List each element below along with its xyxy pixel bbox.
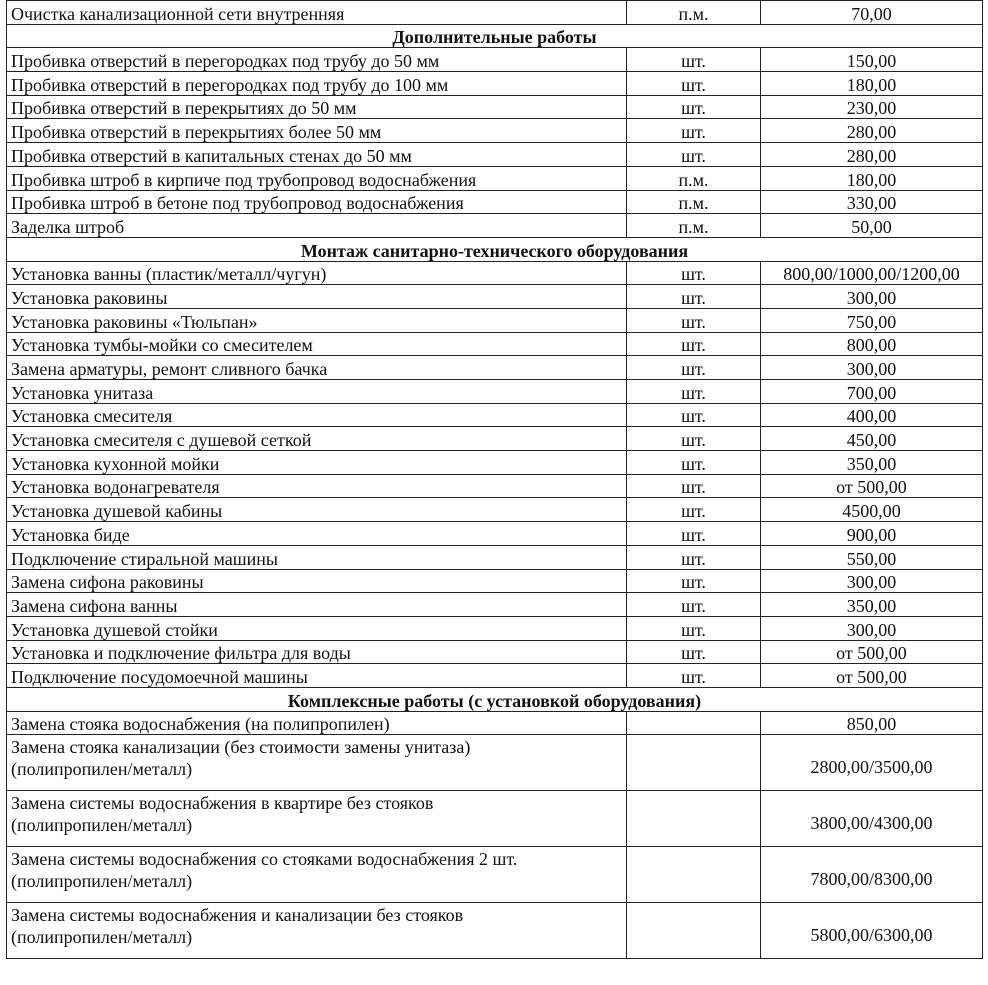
price-value: от 500,00 (761, 474, 983, 498)
table-row (7, 119, 983, 143)
section-title: Монтаж санитарно-технического оборудования (7, 237, 983, 261)
unit-of-measure (627, 711, 761, 735)
price-table (6, 0, 983, 959)
price-value: 3800,00/4300,00 (761, 791, 983, 847)
unit-of-measure: шт. (627, 285, 761, 309)
unit-of-measure: шт. (627, 95, 761, 119)
price-value: 550,00 (761, 545, 983, 569)
table-row (7, 903, 983, 959)
unit-of-measure (627, 791, 761, 847)
service-name-line: Замена стояка канализации (без стоимости замены унитаза) (11, 737, 471, 758)
service-name (7, 903, 627, 959)
price-value: 900,00 (761, 522, 983, 546)
table-row (7, 356, 983, 380)
service-name: Установка смесителя с душевой сеткой (7, 427, 627, 451)
unit-of-measure: шт. (627, 308, 761, 332)
unit-of-measure (627, 903, 761, 959)
unit-of-measure: п.м. (627, 166, 761, 190)
price-value: 5800,00/6300,00 (761, 903, 983, 959)
service-name: Установка биде (7, 522, 627, 546)
service-name-line: Замена системы водоснабжения и канализации без стояков (11, 905, 464, 926)
price-value: 7800,00/8300,00 (761, 847, 983, 903)
service-name-line: (полипропилен/металл) (11, 871, 193, 892)
price-value: 300,00 (761, 285, 983, 309)
service-name (7, 735, 627, 791)
unit-of-measure: шт. (627, 664, 761, 688)
unit-of-measure: п.м. (627, 214, 761, 238)
unit-of-measure: шт. (627, 403, 761, 427)
price-value: 800,00 (761, 332, 983, 356)
table-row (7, 214, 983, 238)
service-name: Установка раковины (7, 285, 627, 309)
unit-of-measure: шт. (627, 48, 761, 72)
table-row (7, 95, 983, 119)
price-value: 350,00 (761, 593, 983, 617)
table-row (7, 593, 983, 617)
table-row (7, 332, 983, 356)
service-name: Установка водонагревателя (7, 474, 627, 498)
service-name: Установка унитаза (7, 380, 627, 404)
unit-of-measure: шт. (627, 498, 761, 522)
service-name: Пробивка штроб в бетоне под трубопровод водоснабжения (7, 190, 627, 214)
price-value: 300,00 (761, 356, 983, 380)
service-name: Установка душевой стойки (7, 616, 627, 640)
table-row (7, 143, 983, 167)
unit-of-measure: шт. (627, 474, 761, 498)
service-name: Пробивка штроб в кирпиче под трубопровод водоснабжения (7, 166, 627, 190)
service-name: Установка кухонной мойки (7, 451, 627, 475)
unit-of-measure: шт. (627, 545, 761, 569)
price-value: 70,00 (761, 1, 983, 25)
price-table-body (7, 1, 983, 959)
section-header (7, 237, 983, 261)
table-row (7, 48, 983, 72)
price-value: 850,00 (761, 711, 983, 735)
price-value: 350,00 (761, 451, 983, 475)
table-row (7, 451, 983, 475)
price-list-sheet (6, 0, 982, 959)
price-value: 2800,00/3500,00 (761, 735, 983, 791)
table-row (7, 735, 983, 791)
table-row (7, 403, 983, 427)
table-row (7, 847, 983, 903)
service-name (7, 791, 627, 847)
service-name: Пробивка отверстий в перекрытиях до 50 мм (7, 95, 627, 119)
table-row (7, 285, 983, 309)
table-row (7, 711, 983, 735)
service-name-line: (полипропилен/металл) (11, 759, 193, 780)
service-name-line: Замена системы водоснабжения со стояками водоснабжения 2 шт. (11, 849, 518, 870)
service-name-line: (полипропилен/металл) (11, 927, 193, 948)
table-row (7, 545, 983, 569)
service-name: Пробивка отверстий в перегородках под трубу до 50 мм (7, 48, 627, 72)
service-name: Замена сифона ванны (7, 593, 627, 617)
table-row (7, 72, 983, 96)
unit-of-measure: шт. (627, 569, 761, 593)
unit-of-measure: шт. (627, 593, 761, 617)
unit-of-measure: шт. (627, 522, 761, 546)
section-header (7, 24, 983, 48)
service-name-line: (полипропилен/металл) (11, 815, 193, 836)
service-name: Установка тумбы-мойки со смесителем (7, 332, 627, 356)
price-value: 300,00 (761, 569, 983, 593)
service-name: Подключение стиральной машины (7, 545, 627, 569)
table-row (7, 380, 983, 404)
unit-of-measure (627, 847, 761, 903)
unit-of-measure: шт. (627, 356, 761, 380)
unit-of-measure: шт. (627, 451, 761, 475)
price-value: 50,00 (761, 214, 983, 238)
price-value: 180,00 (761, 166, 983, 190)
service-name: Заделка штроб (7, 214, 627, 238)
unit-of-measure: шт. (627, 427, 761, 451)
table-row (7, 427, 983, 451)
table-row (7, 166, 983, 190)
price-value: 700,00 (761, 380, 983, 404)
unit-of-measure: п.м. (627, 190, 761, 214)
price-value: 450,00 (761, 427, 983, 451)
section-title: Дополнительные работы (7, 24, 983, 48)
table-row (7, 308, 983, 332)
service-name: Замена стояка водоснабжения (на полипропилен) (7, 711, 627, 735)
section-title: Комплексные работы (с установкой оборудования) (7, 687, 983, 711)
service-name: Установка смесителя (7, 403, 627, 427)
price-value: 300,00 (761, 616, 983, 640)
service-name: Пробивка отверстий в перегородках под трубу до 100 мм (7, 72, 627, 96)
service-name: Замена сифона раковины (7, 569, 627, 593)
unit-of-measure: шт. (627, 119, 761, 143)
table-row (7, 190, 983, 214)
table-row (7, 261, 983, 285)
price-value: 150,00 (761, 48, 983, 72)
price-value: 280,00 (761, 119, 983, 143)
price-value: 280,00 (761, 143, 983, 167)
table-row (7, 664, 983, 688)
price-value: 800,00/1000,00/1200,00 (761, 261, 983, 285)
service-name (7, 847, 627, 903)
price-value: 230,00 (761, 95, 983, 119)
unit-of-measure: шт. (627, 261, 761, 285)
unit-of-measure: шт. (627, 332, 761, 356)
unit-of-measure: шт. (627, 380, 761, 404)
table-row (7, 474, 983, 498)
price-value: 180,00 (761, 72, 983, 96)
table-row (7, 569, 983, 593)
price-value: от 500,00 (761, 640, 983, 664)
price-value: 330,00 (761, 190, 983, 214)
service-name: Установка раковины «Тюльпан» (7, 308, 627, 332)
unit-of-measure: шт. (627, 143, 761, 167)
table-row (7, 616, 983, 640)
unit-of-measure (627, 735, 761, 791)
unit-of-measure: шт. (627, 72, 761, 96)
price-value: от 500,00 (761, 664, 983, 688)
table-row (7, 1, 983, 25)
table-row (7, 791, 983, 847)
service-name: Установка ванны (пластик/металл/чугун) (7, 261, 627, 285)
price-value: 400,00 (761, 403, 983, 427)
unit-of-measure: шт. (627, 616, 761, 640)
service-name: Подключение посудомоечной машины (7, 664, 627, 688)
table-row (7, 498, 983, 522)
service-name: Пробивка отверстий в перекрытиях более 50 мм (7, 119, 627, 143)
price-value: 4500,00 (761, 498, 983, 522)
service-name-line: Замена системы водоснабжения в квартире без стояков (11, 793, 434, 814)
service-name: Очистка канализационной сети внутренняя (7, 1, 627, 25)
service-name: Пробивка отверстий в капитальных стенах до 50 мм (7, 143, 627, 167)
service-name: Замена арматуры, ремонт сливного бачка (7, 356, 627, 380)
service-name: Установка и подключение фильтра для воды (7, 640, 627, 664)
unit-of-measure: шт. (627, 640, 761, 664)
price-value: 750,00 (761, 308, 983, 332)
service-name: Установка душевой кабины (7, 498, 627, 522)
table-row (7, 522, 983, 546)
table-row (7, 640, 983, 664)
unit-of-measure: п.м. (627, 1, 761, 25)
section-header (7, 687, 983, 711)
